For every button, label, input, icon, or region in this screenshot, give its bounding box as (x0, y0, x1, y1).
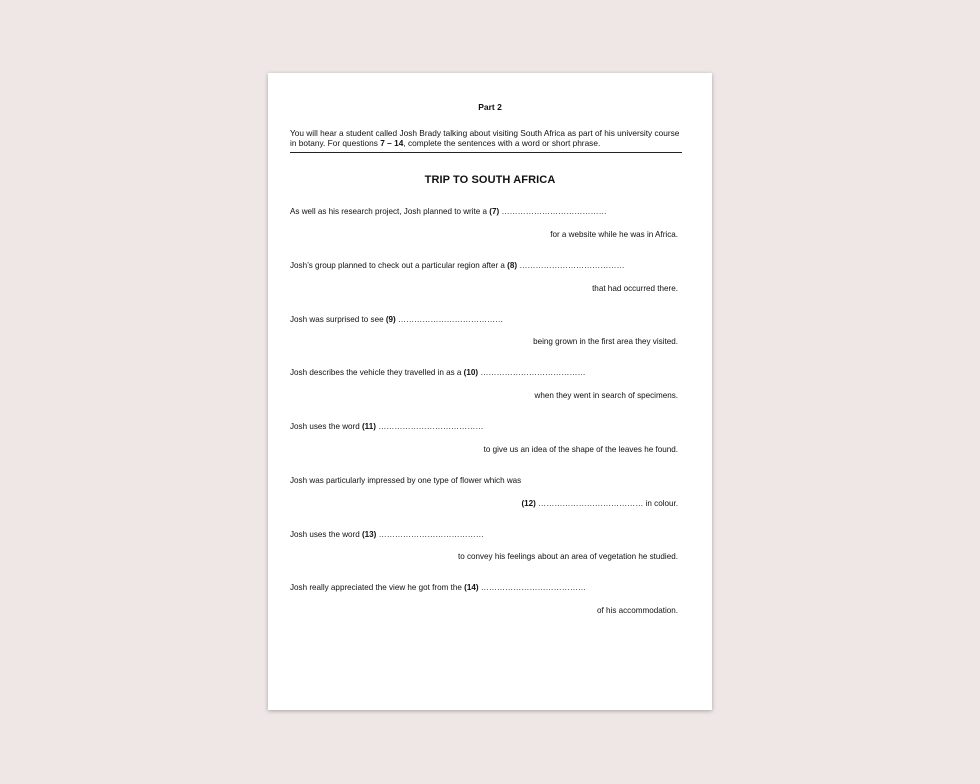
question-11-number: (11) (361, 422, 376, 431)
question-14-number: (14) (464, 583, 479, 592)
instructions-text-start: You will hear a student called Josh Brady talking about visiting South Africa as part of his university course in botany. For questions (290, 128, 680, 148)
question-14-second-line: of his accommodation. (597, 606, 678, 615)
question-10-text: Josh describes the vehicle they travelled in as a (290, 368, 464, 377)
question-7-first-line (290, 207, 607, 217)
question-13-first-line (290, 530, 484, 540)
page-title: TRIP TO SOUTH AFRICA (424, 174, 556, 186)
question-12-number: (12) (521, 499, 536, 508)
question-12-second-line (521, 499, 678, 509)
question-11-second-line: to give us an idea of the shape of the leaves he found. (483, 445, 678, 454)
question-range: 7 – 14 (380, 138, 404, 148)
question-12-blank[interactable]: ………………………………… (538, 499, 644, 508)
exam-page (268, 73, 712, 710)
question-10-number: (10) (463, 368, 479, 377)
question-8-blank[interactable]: ………………………………… (519, 261, 625, 270)
question-12-first-line: Josh was particularly impressed by one type of flower which was (290, 476, 522, 485)
question-7-second-line: for a website while he was in Africa. (550, 230, 678, 239)
question-9-first-line (290, 315, 503, 325)
question-10-second-line: when they went in search of specimens. (534, 391, 678, 400)
question-14-text: Josh really appreciated the view he got from the (290, 583, 465, 592)
instructions (290, 128, 682, 153)
question-7-blank[interactable]: ………………………………… (501, 207, 607, 216)
question-8-number: (8) (507, 261, 518, 270)
question-11-text: Josh uses the word (290, 422, 362, 431)
question-14-blank[interactable]: ………………………………… (480, 583, 586, 592)
question-8-text: Josh’s group planned to check out a particular region after a (290, 261, 508, 270)
question-9-second-line: being grown in the first area they visited. (533, 337, 678, 346)
question-13-number: (13) (361, 530, 377, 539)
question-12-text-end: in colour. (645, 499, 678, 508)
question-13-second-line: to convey his feelings about an area of vegetation he studied. (457, 552, 678, 561)
question-7-number: (7) (489, 207, 500, 216)
question-14-first-line (290, 583, 586, 593)
instructions-text-end: , complete the sentences with a word or short phrase. (403, 138, 601, 148)
question-13-blank[interactable]: ………………………………… (378, 530, 484, 539)
question-11-blank[interactable]: ………………………………… (378, 422, 484, 431)
question-8-second-line: that had occurred there. (592, 284, 678, 293)
question-9-number: (9) (385, 315, 396, 324)
question-10-first-line (290, 368, 586, 378)
question-9-blank[interactable]: ………………………………… (397, 315, 504, 324)
question-13-text: Josh uses the word (290, 530, 362, 539)
question-10-blank[interactable]: ………………………………… (480, 368, 586, 377)
question-7-text: As well as his research project, Josh planned to write a (290, 207, 490, 216)
question-9-text: Josh was surprised to see (290, 315, 386, 324)
question-11-first-line (290, 422, 483, 432)
question-8-first-line (290, 261, 625, 271)
part-label: Part 2 (478, 102, 502, 112)
